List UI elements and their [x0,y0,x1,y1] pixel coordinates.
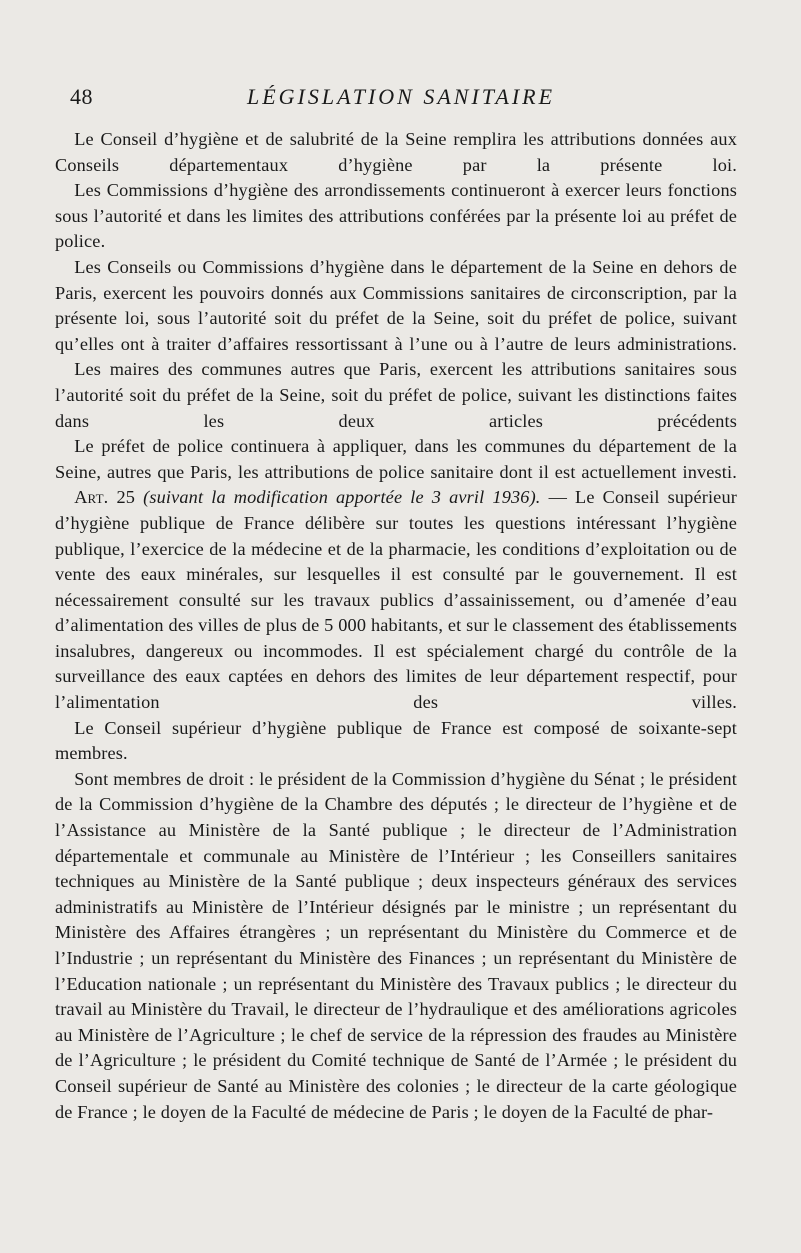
page-number: 48 [70,84,93,109]
paragraph-text: Le préfet de police continuera à appliquer, dans les communes du département de la Seine, autres que Paris, les attributions de police sanitaire dont il est actuellement investi. [55,436,737,482]
running-title: LÉGISLATION SANITAIRE [246,84,556,109]
paragraph-councils-outside-paris [55,255,737,357]
paragraph-police-prefect [55,434,737,485]
paragraph-mayors [55,357,737,434]
paragraph-text: Les maires des communes autres que Paris, exercent les attributions sanitaires sous l’autorité soit du préfet de la Seine, soit du préfet de police, suivant les distinctions faites dans les deux articles précédents [55,359,737,431]
paragraph-text: — Le Conseil supérieur d’hygiène publique de France délibère sur toutes les questions intéressant l’hygiène publique, l’exercice de la médecine et de la pharmacie, les conditions d’exploitation ou de vente des eaux minérales, sur lesquelles il est consulté par le gouvernement. Il est nécessairement consulté sur les travaux publics d’assainissement, ou d’amenée d’eau d’alimentation des villes de plus de 5 000 habitants, et sur le classement des établissements insalubres, dangereux ou incommodes. Il est spécialement chargé du contrôle de la surveillance des eaux captées en dehors des limites de leur département respectif, pour l’alimentation des villes. [55,487,737,713]
paragraph-text: Le Conseil d’hygiène et de salubrité de la Seine remplira les attributions données aux Conseils départementaux d’hygiène par la présente loi. [55,129,737,175]
paragraph-seine-council [55,127,737,178]
paragraph-article-25 [55,485,737,715]
paragraph-text: Le Conseil supérieur d’hygiène publique de France est composé de soixante-sept membres. [55,717,737,764]
running-head [70,84,732,114]
paragraph-ex-officio-members [55,767,737,1125]
article-amendment-note: (suivant la modification apportée le 3 avril 1936). [143,487,541,508]
body-text [55,127,737,1125]
paragraph-arrondissement-commissions [55,178,737,255]
article-label: Art. 25 [74,487,136,508]
paragraph-text: Les Commissions d’hygiène des arrondissements continueront à exercer leurs fonctions sous l’autorité et dans les limites des attributions conférées par la présente loi au préfet de police. [55,180,737,252]
paragraph-text: Les Conseils ou Commissions d’hygiène dans le département de la Seine en dehors de Paris, exercent les pouvoirs donnés aux Commissions sanitaires de circonscription, par la présente loi, sous l’autorité soit du préfet de la Seine, soit du préfet de police, suivant qu’elles ont à traiter d’affaires ressortissant à l’une ou à l’autre de leurs administrations. [55,256,737,354]
paragraph-text: Sont membres de droit : le président de la Commission d’hygiène du Sénat ; le président de la Commission d’hygiène de la Chambre des députés ; le directeur de l’hygiène et de l’Assistance au Ministère de la Santé publique ; le directeur de l’Administration départementale et communale au Ministère de l’Intérieur ; les Conseillers sanitaires techniques au Ministère de la Santé publique ; deux inspecteurs généraux des services administratifs au Ministère de l’Intérieur désignés par le ministre ; un représentant du Ministère des Affaires étrangères ; un représentant du Ministère du Commerce et de l’Industrie ; un représentant du Ministère des Finances ; un représentant du Ministère de l’Education nationale ; un représentant du Ministère des Travaux publics ; le directeur du travail au Ministère du Travail, le directeur de l’hydraulique et des améliorations agricoles au Ministère de l’Agriculture ; le chef de service de la répression des fraudes au Ministère de l’Agriculture ; le président du Comité technique de Santé de l’Armée ; le président du Conseil supérieur de Santé au Ministère des colonies ; le directeur de la carte géologique de France ; le doyen de la Faculté de médecine de Paris ; le doyen de la Faculté de phar- [55,768,737,1122]
paragraph-council-composition [55,716,737,767]
